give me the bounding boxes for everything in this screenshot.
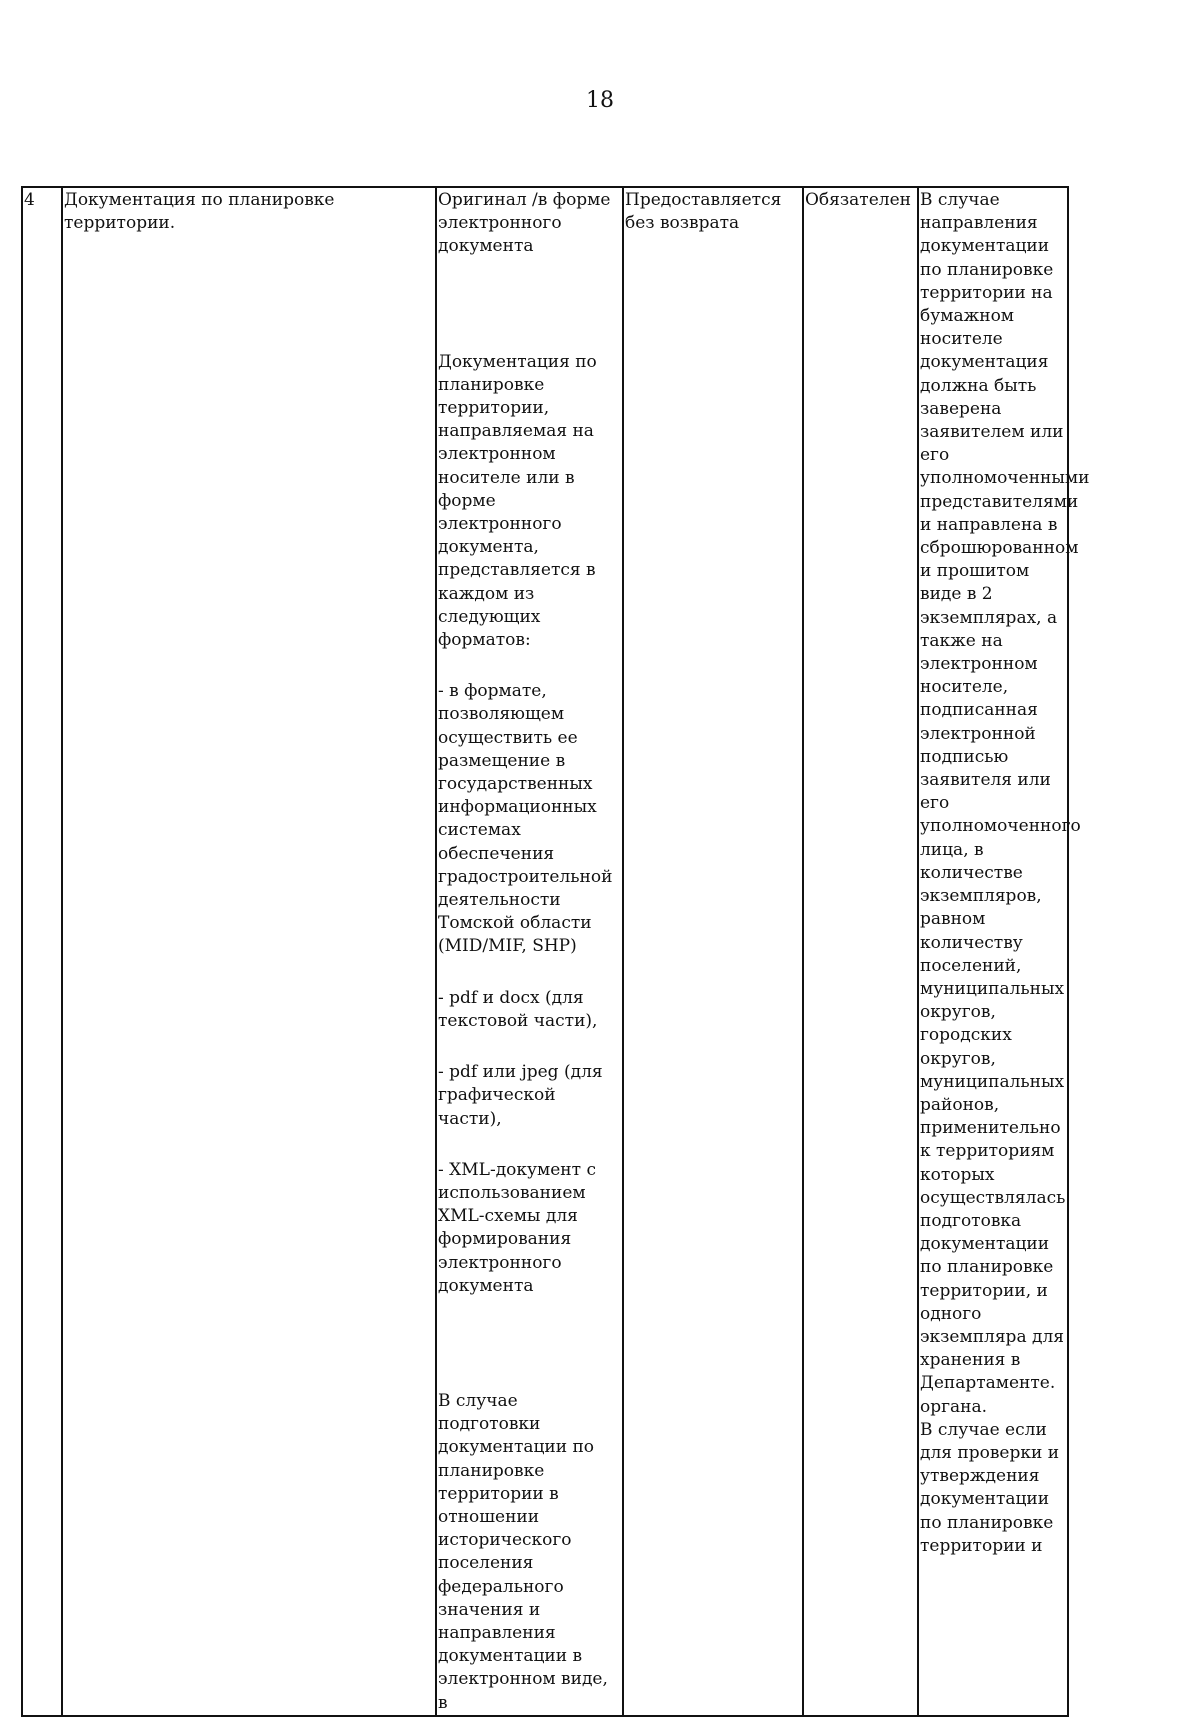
return-terms: Предоставляется без возврата — [625, 190, 782, 234]
form-paragraph-text-part: - pdf и docx (для текстовой части), — [438, 987, 598, 1031]
form-paragraph-gis-format: - в формате, позволяющем осуществить ее размещение в государственных информационных системах обеспечения градостроительной деятельности Томской области (MID/MIF, SHP) — [438, 681, 613, 957]
return-terms-cell — [623, 187, 803, 1716]
document-name-cell — [62, 187, 436, 1716]
form-paragraph-formats-intro: Документация по планировке территории, направляемая на электронном носителе или в форме электронного документа, представляется в каждом из следующих форматов: — [438, 351, 597, 651]
form-paragraph-historic-settlement: В случае подготовки документации по планировке территории в отношении исторического поселения федерального значения и направления документации в электронном виде, в — [438, 1390, 608, 1713]
table-row — [22, 187, 1068, 1716]
required-status: Обязателен — [805, 190, 911, 210]
form-cell — [436, 187, 623, 1716]
note-cell — [918, 187, 1090, 1716]
row-number-cell — [22, 187, 62, 1716]
document-name: Документация по планировке территории. — [64, 190, 335, 234]
note-paragraph-verification: В случае если для проверки и утверждения документации по планировке территории и — [920, 1419, 1060, 1556]
required-cell — [803, 187, 918, 1716]
form-paragraph-original: Оригинал /в форме электронного документа — [438, 190, 611, 257]
note-paragraph-paper: В случае направления документации по планировке территории на бумажном носителе документация должна быть заверена заявителем или его уполномоченными представителями и направлена в сброшюрованном и прошитом виде в 2 экземплярах, а также на электронном носителе, подписанная электронной подписью заявителя или его уполномоченного лица, в количестве экземпляров, равном количеству поселений, муниципальных округов, городских округов, муниципальных районов, применительно к территориям которых осуществлялась подготовка документации по планировке территории, и одного экземпляра для хранения в Департаменте. органа. — [920, 190, 1090, 1417]
page-number: 18 — [586, 88, 614, 113]
form-paragraph-xml: - XML-документ с использованием XML-схемы для формирования электронного документа — [438, 1159, 596, 1296]
document-table — [21, 186, 1090, 1717]
form-paragraph-graphic-part: - pdf или jpeg (для графической части), — [438, 1062, 603, 1129]
row-number: 4 — [24, 190, 35, 210]
